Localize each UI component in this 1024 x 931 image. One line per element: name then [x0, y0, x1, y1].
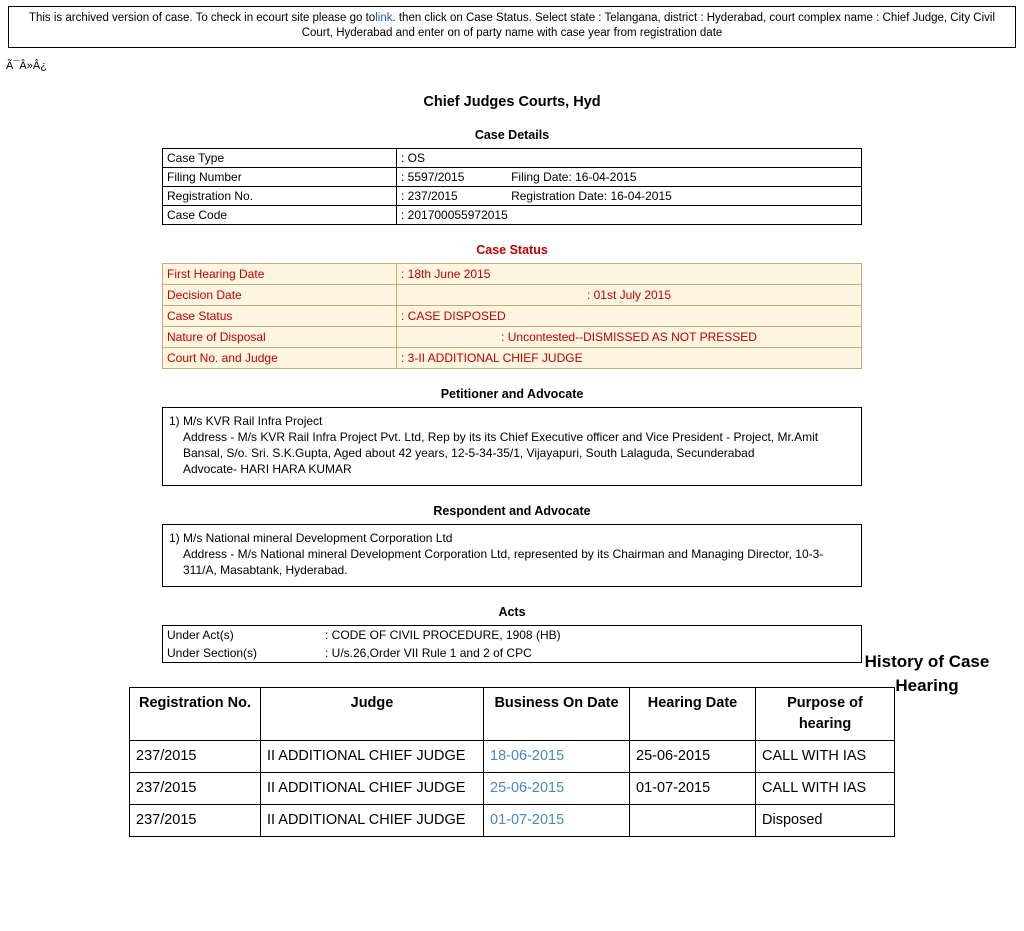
case-details-value — [397, 168, 862, 187]
case-details-label: Registration No. — [163, 187, 397, 206]
archived-notice-banner — [8, 6, 1016, 48]
petitioner-advocate: Advocate- HARI HARA KUMAR — [183, 462, 352, 476]
banner-text-before: This is archived version of case. To check in ecourt site please go to — [28, 12, 376, 24]
cell-purpose: CALL WITH IAS — [756, 741, 895, 773]
table-row — [163, 626, 862, 645]
acts-value: : CODE OF CIVIL PROCEDURE, 1908 (HB) — [321, 626, 862, 645]
respondent-address: Address - M/s National mineral Development Corporation Ltd, represented by its Chairman and Managing Director, 10-3-311/A, Masabtank, Hyderabad. — [183, 547, 824, 577]
registration-number-value: : 237/2015 — [401, 189, 458, 203]
table-row — [163, 644, 862, 663]
cell-business-on-date[interactable] — [484, 741, 630, 773]
acts-label: Under Section(s) — [163, 644, 322, 663]
cell-judge: II ADDITIONAL CHIEF JUDGE — [261, 773, 484, 805]
case-details-label: Case Type — [163, 149, 397, 168]
acts-heading: Acts — [498, 605, 526, 619]
table-row — [163, 327, 862, 348]
cell-purpose: CALL WITH IAS — [756, 773, 895, 805]
case-history-table — [129, 687, 895, 837]
cell-hearing-date: 25-06-2015 — [630, 741, 756, 773]
ecourt-link[interactable]: link — [375, 12, 393, 24]
column-header-purpose: Purpose of hearing — [756, 688, 895, 741]
case-status-label: Decision Date — [163, 285, 397, 306]
petitioner-address: Address - M/s KVR Rail Infra Project Pvt. Ltd, Rep by its its Chief Executive officer and Vice President - Project, Mr.Amit Bansal, S/o. Sri. S.K.Gupta, Aged about 42 years, 12-5-34-35/1, Vijayapuri, South Lalaguda, Secunderabad — [183, 430, 819, 460]
acts-label: Under Act(s) — [163, 626, 322, 645]
respondent-name: 1) M/s National mineral Development Corporation Ltd — [169, 531, 453, 545]
case-details-value: : 201700055972015 — [397, 206, 862, 225]
case-details-value — [397, 187, 862, 206]
case-status-value: : Uncontested--DISMISSED AS NOT PRESSED — [397, 327, 862, 348]
table-row — [163, 168, 862, 187]
business-on-date-link[interactable]: 01-07-2015 — [490, 812, 565, 828]
respondent-heading: Respondent and Advocate — [433, 504, 591, 518]
cell-registration-no: 237/2015 — [130, 773, 261, 805]
case-details-label: Case Code — [163, 206, 397, 225]
history-heading: History of Case Hearing — [864, 652, 990, 695]
case-details-value: : OS — [397, 149, 862, 168]
case-status-value: : 3-II ADDITIONAL CHIEF JUDGE — [397, 348, 862, 369]
cell-hearing-date: 01-07-2015 — [630, 773, 756, 805]
case-status-label: First Hearing Date — [163, 264, 397, 285]
cell-business-on-date[interactable] — [484, 773, 630, 805]
filing-date-value: Filing Date: 16-04-2015 — [511, 170, 637, 184]
table-row — [163, 206, 862, 225]
acts-table — [162, 625, 862, 663]
case-status-label: Nature of Disposal — [163, 327, 397, 348]
table-row — [163, 264, 862, 285]
cell-hearing-date — [630, 805, 756, 837]
cell-purpose: Disposed — [756, 805, 895, 837]
business-on-date-link[interactable]: 18-06-2015 — [490, 748, 565, 764]
table-row — [163, 285, 862, 306]
petitioner-name: 1) M/s KVR Rail Infra Project — [169, 414, 323, 428]
cell-registration-no: 237/2015 — [130, 741, 261, 773]
cell-registration-no: 237/2015 — [130, 805, 261, 837]
case-document — [0, 94, 1024, 837]
table-row — [163, 306, 862, 327]
case-status-table — [162, 263, 862, 369]
case-details-heading: Case Details — [474, 128, 550, 142]
case-status-value: : CASE DISPOSED — [397, 306, 862, 327]
table-row — [163, 149, 862, 168]
column-header-hearing-date: Hearing Date — [630, 688, 756, 741]
table-row — [163, 187, 862, 206]
case-details-table — [162, 148, 862, 225]
registration-date-value: Registration Date: 16-04-2015 — [511, 189, 672, 203]
column-header-registration-no: Registration No. — [130, 688, 261, 741]
case-status-value: : 01st July 2015 — [397, 285, 862, 306]
cell-judge: II ADDITIONAL CHIEF JUDGE — [261, 805, 484, 837]
filing-number-value: : 5597/2015 — [401, 170, 465, 184]
case-status-heading: Case Status — [476, 243, 548, 257]
table-row — [130, 741, 895, 773]
cell-judge: II ADDITIONAL CHIEF JUDGE — [261, 741, 484, 773]
respondent-box — [162, 524, 862, 587]
case-status-label: Court No. and Judge — [163, 348, 397, 369]
bom-marker: Ã¯Â»Â¿ — [6, 60, 47, 72]
column-header-judge: Judge — [261, 688, 484, 741]
table-row — [130, 773, 895, 805]
petitioner-box — [162, 407, 862, 486]
table-header-row — [130, 688, 895, 741]
petitioner-heading: Petitioner and Advocate — [440, 387, 584, 401]
page-title: Chief Judges Courts, Hyd — [423, 94, 601, 110]
case-status-value: : 18th June 2015 — [397, 264, 862, 285]
business-on-date-link[interactable]: 25-06-2015 — [490, 780, 565, 796]
cell-business-on-date[interactable] — [484, 805, 630, 837]
column-header-business-on-date: Business On Date — [484, 688, 630, 741]
banner-text-after: . then click on Case Status. Select state : Telangana, district : Hyderabad, court complex name : Chief Judge, City Civil Court, Hyderabad and enter on of party name with case year from registration date — [301, 12, 996, 39]
table-row — [130, 805, 895, 837]
case-status-label: Case Status — [163, 306, 397, 327]
acts-value: : U/s.26,Order VII Rule 1 and 2 of CPC — [321, 644, 862, 663]
table-row — [163, 348, 862, 369]
case-details-label: Filing Number — [163, 168, 397, 187]
